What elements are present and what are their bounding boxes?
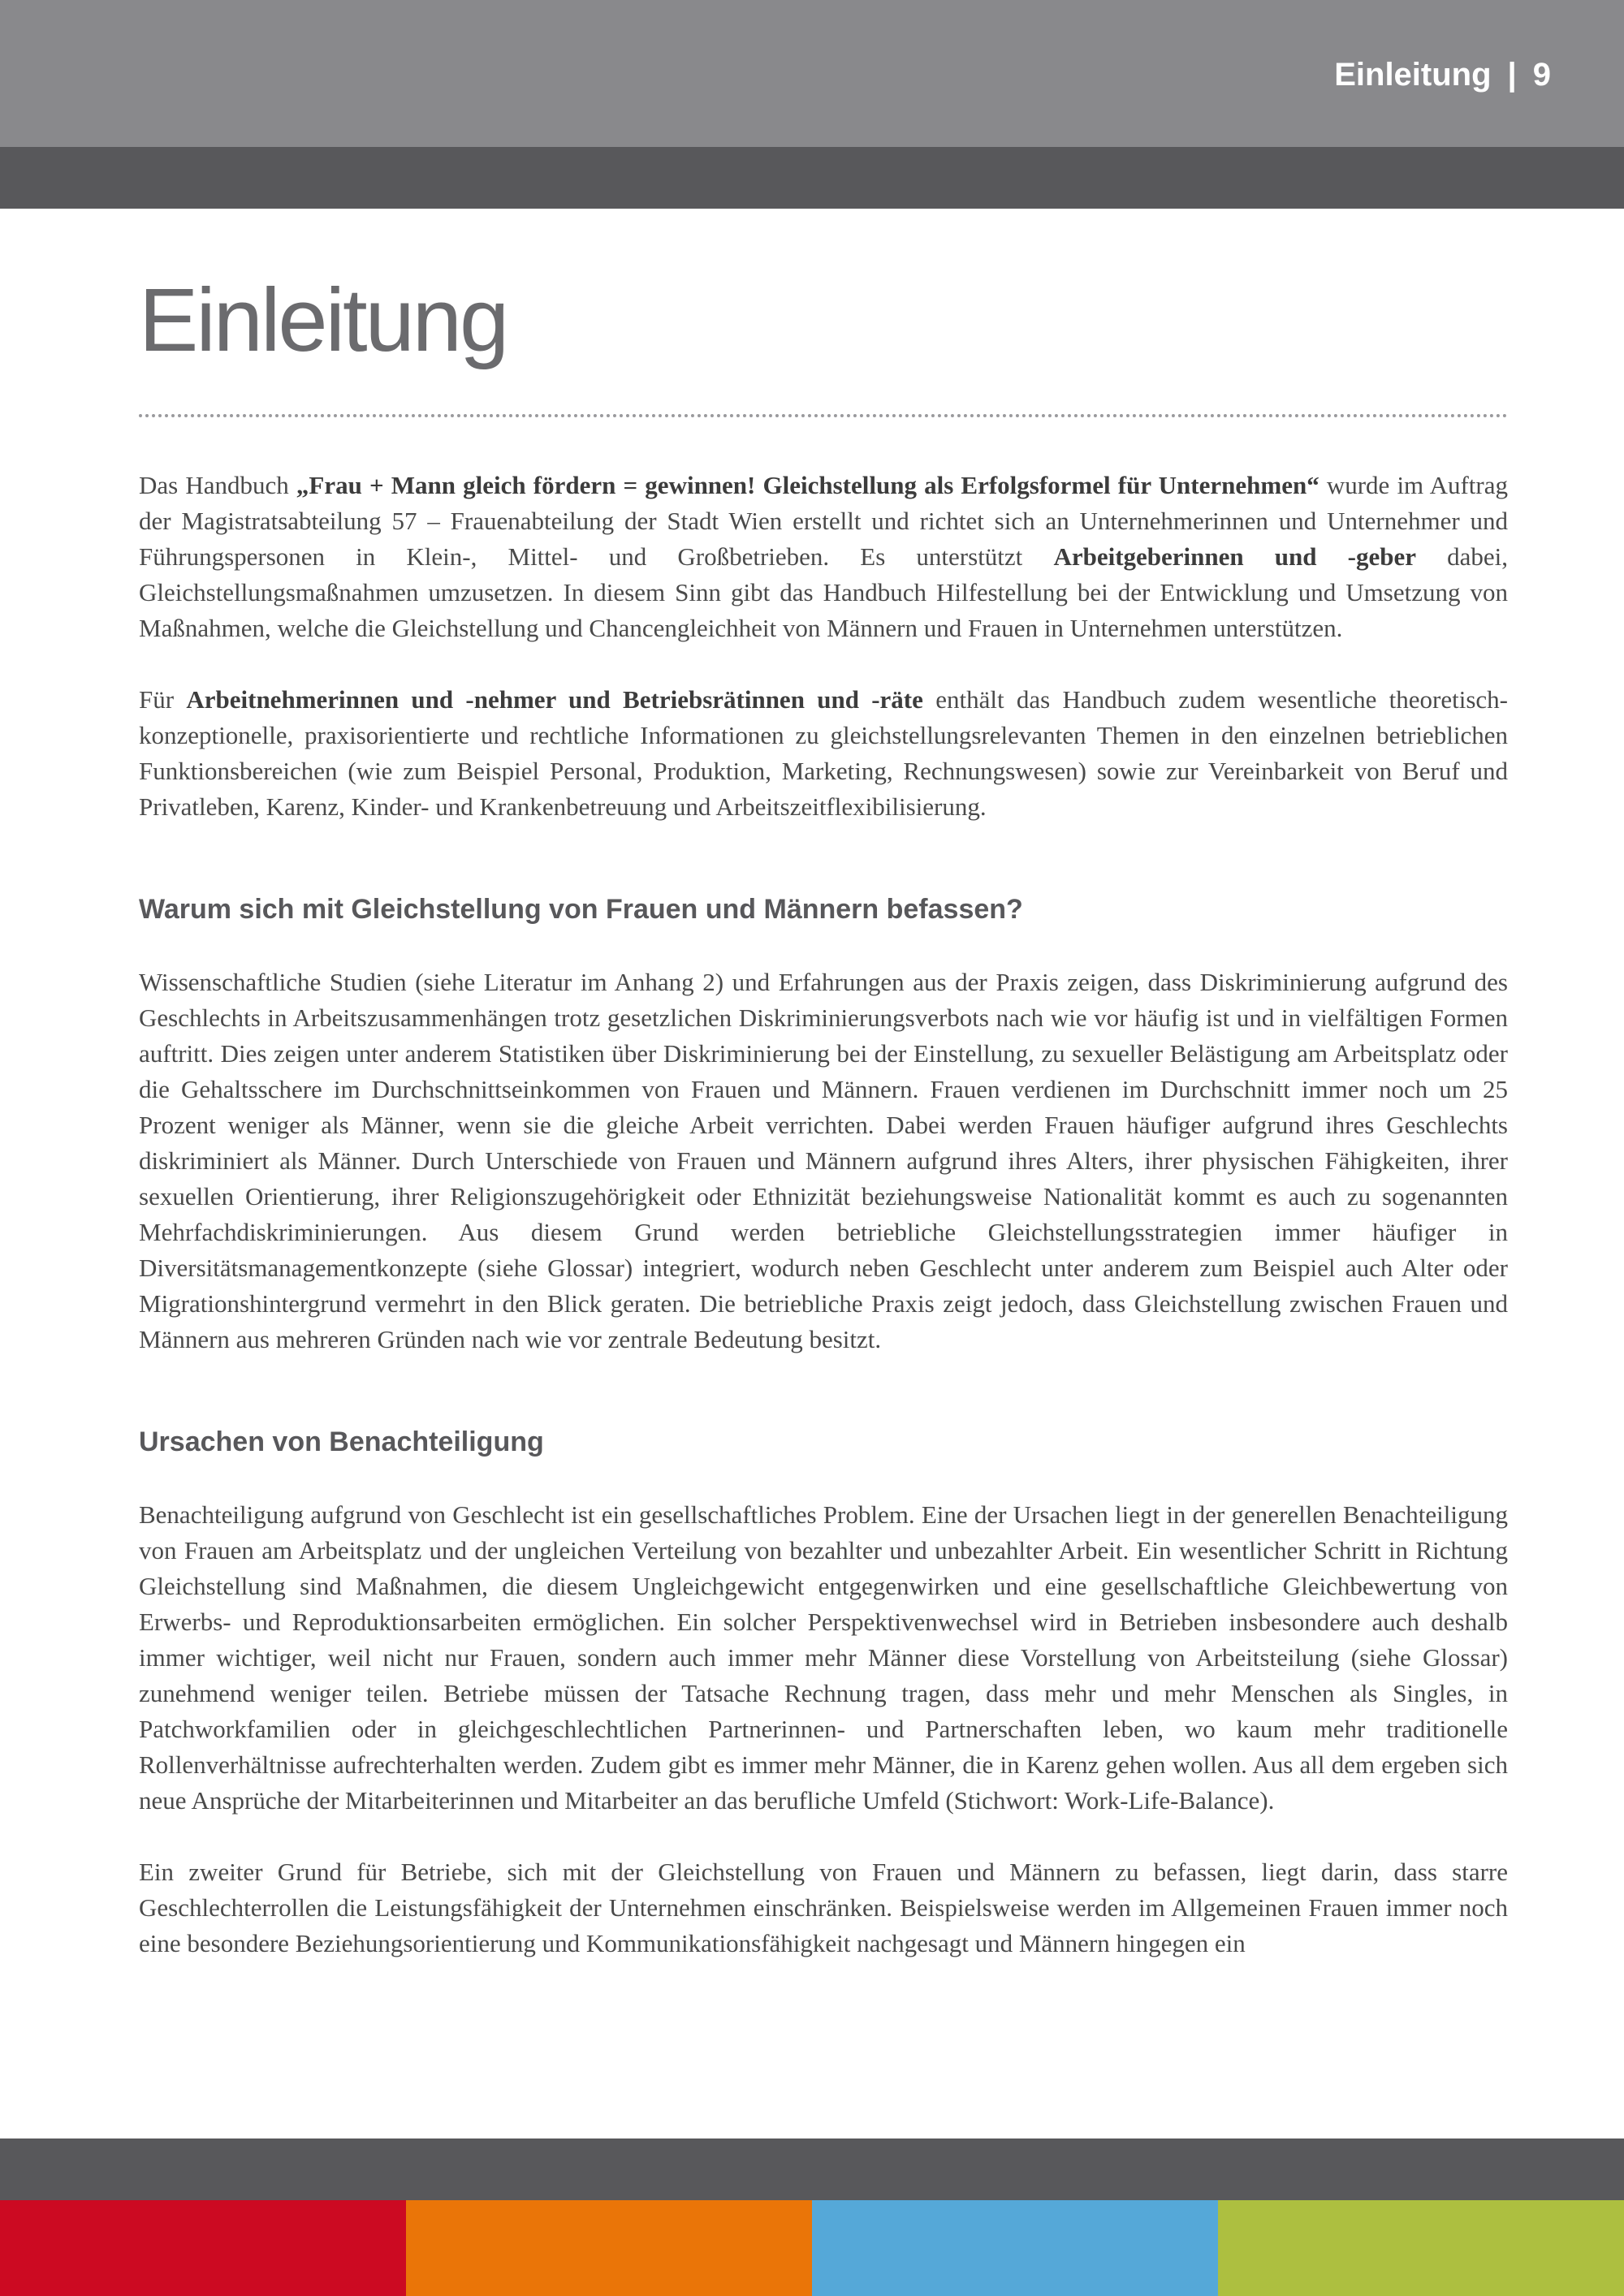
page-number: 9 — [1532, 57, 1551, 93]
employees-bold: Arbeitnehmerinnen und -nehmer und Betriebsrätinnen und -räte — [186, 685, 923, 714]
running-head — [1334, 55, 1551, 94]
header-dark-band — [0, 147, 1624, 209]
page-content — [139, 268, 1508, 1962]
handbook-title-bold: „Frau + Mann gleich fördern = gewinnen! Gleichstellung als Erfolgsformel für Unternehmen“ — [296, 471, 1320, 499]
footer-stripe-blue — [812, 2200, 1218, 2296]
footer-dark-band — [0, 2138, 1624, 2200]
section1-paragraph-1: Wissenschaftliche Studien (siehe Literatur im Anhang 2) und Erfahrungen aus der Praxis zeigen, dass Diskriminierung aufgrund des Geschlechts in Arbeitszusammenhängen trotz gesetzlichen Diskriminierungsverbots nach wie vor häufig ist und in vielfältigen Formen auftritt. Dies zeigen unter anderem Statistiken über Diskriminierung bei der Einstellung, zu sexueller Belästigung am Arbeitsplatz oder die Gehaltsschere im Durchschnittseinkommen von Frauen und Männern. Frauen verdienen im Durchschnitt immer noch um 25 Prozent weniger als Männer, wenn sie die gleiche Arbeit verrichten. Dabei werden Frauen häufiger aufgrund ihres Geschlechts diskriminiert als Männer. Durch Unterschiede von Frauen und Männern aufgrund ihres Alters, ihrer physischen Fähigkeiten, ihrer sexuellen Orientierung, ihrer Religionszugehörigkeit oder Ethnizität beziehungsweise Nationalität kommt es auch zu sogenannten Mehrfachdiskriminierungen. Aus diesem Grund werden betriebliche Gleichstellungsstrategien immer häufiger in Diversitätsmanagementkonzepte (siehe Glossar) integriert, wodurch neben Geschlecht unter anderem zum Beispiel auch Alter oder Migrationshintergrund vermehrt in den Blick geraten. Die betriebliche Praxis zeigt jedoch, dass Gleichstellung zwischen Frauen und Männern aus mehreren Gründen nach wie vor zentrale Bedeutung besitzt. — [139, 968, 1508, 1353]
intro-p1-text-b: wurde im Auftrag der Magistratsabteilung 57 – Frauenabteilung der Stadt Wien erstellt und richtet sich an Unternehmerinnen und Unternehmer und Führungspersonen in Klein-, Mittel- und Großbetrieben. Es unterstützt — [139, 471, 1509, 571]
intro-p1-text-c: dabei, Gleichstellungsmaßnahmen umzusetzen. In diesem Sinn gibt das Handbuch Hilfestellung bei der Entwicklung und Umsetzung von Maßnahmen, welche die Gleichstellung und Chancengleichheit von Männern und Frauen in Unternehmen unterstützen. — [139, 542, 1509, 642]
employers-bold: Arbeitgeberinnen und -geber — [1053, 542, 1416, 571]
intro-p2-text-b: enthält das Handbuch zudem wesentliche theoretisch-konzeptionelle, praxisorientierte und rechtliche Informationen zu gleichstellungsrelevanten Themen in den einzelnen betrieblichen Funktionsbereichen (wie zum Beispiel Personal, Produktion, Marketing, Rechnungswesen) sowie zur Vereinbarkeit von Beruf und Privatleben, Karenz, Kinder- und Krankenbetreuung und Arbeitszeitflexibilisierung. — [139, 685, 1509, 821]
section2-paragraph-2: Ein zweiter Grund für Betriebe, sich mit der Gleichstellung von Frauen und Männern zu befassen, liegt darin, dass starre Geschlechterrollen die Leistungsfähigkeit der Unternehmen einschränken. Beispielsweise werden im Allgemeinen Frauen immer noch eine besondere Beziehungsorientierung und Kommunikationsfähigkeit nachgesagt und Männern hingegen ein — [139, 1858, 1508, 1957]
section-heading-why-equality: Warum sich mit Gleichstellung von Frauen und Männern befassen? — [139, 894, 1023, 925]
footer-stripe-orange — [406, 2200, 812, 2296]
intro-paragraph-2 — [139, 682, 1508, 825]
intro-p2-text-a: Für — [139, 685, 187, 714]
running-head-separator: | — [1507, 57, 1517, 93]
footer-stripe-red — [0, 2200, 406, 2296]
section-heading-causes: Ursachen von Benachteiligung — [139, 1426, 544, 1457]
running-head-section: Einleitung — [1334, 57, 1492, 93]
intro-p1-text-a: Das Handbuch — [139, 471, 296, 499]
page-title: Einleitung — [139, 270, 508, 370]
dotted-divider — [139, 414, 1508, 417]
section2-paragraph-1: Benachteiligung aufgrund von Geschlecht ist ein gesellschaftliches Problem. Eine der Ursachen liegt in der generellen Benachteiligung von Frauen am Arbeitsplatz und der ungleichen Verteilung von bezahlter und unbezahlter Arbeit. Ein wesentlicher Schritt in Richtung Gleichstellung sind Maßnahmen, die diesem Ungleichgewicht entgegenwirken und eine gesellschaftliche Gleichbewertung von Erwerbs- und Reproduktionsarbeiten ermöglichen. Ein solcher Perspektivenwechsel wird in Betrieben insbesondere auch deshalb immer wichtiger, weil nicht nur Frauen, sondern auch immer mehr Männer diese Vorstellung von Arbeitsteilung (siehe Glossar) zunehmend weniger teilen. Betriebe müssen der Tatsache Rechnung tragen, dass mehr und mehr Menschen als Singles, in Patchworkfamilien oder in gleichgeschlechtlichen Partnerinnen- und Partnerschaften leben, wo kaum mehr traditionelle Rollenverhältnisse aufrechterhalten werden. Zudem gibt es immer mehr Männer, die in Karenz gehen wollen. Aus all dem ergeben sich neue Ansprüche der Mitarbeiterinnen und Mitarbeiter an das berufliche Umfeld (Stichwort: Work-Life-Balance). — [139, 1500, 1508, 1815]
footer-color-stripes — [0, 2200, 1624, 2296]
intro-paragraph-1 — [139, 468, 1508, 646]
footer-stripe-green — [1218, 2200, 1624, 2296]
